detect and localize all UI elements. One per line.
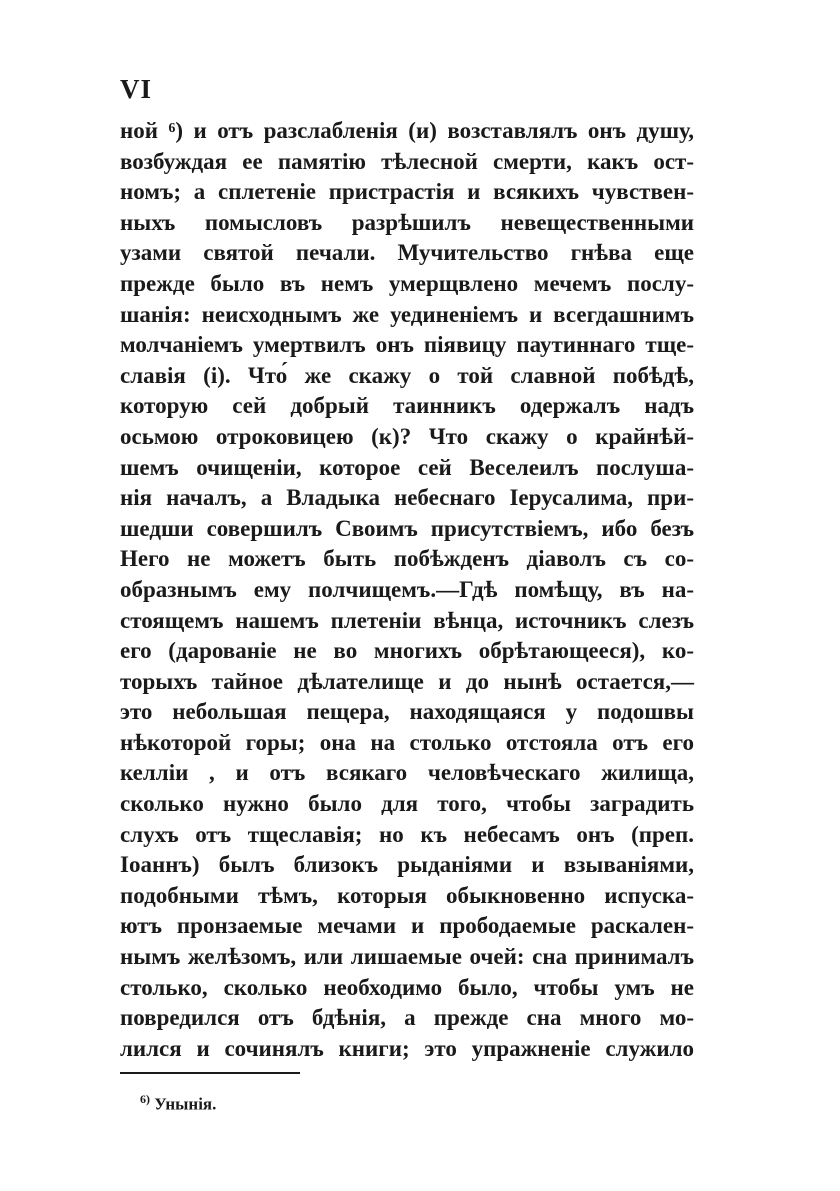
text-line: которую сей добрый таинникъ одержалъ надъ <box>120 393 694 419</box>
text-line: его (дарованіе не во многихъ обрѣтающееся), ко- <box>120 638 694 664</box>
text-line: келліи , и отъ всякаго человѣческаго жилища, <box>120 760 694 786</box>
text-line: это небольшая пещера, находящаяся у подошвы <box>120 699 694 725</box>
text-line: шанія: неисходнымъ же уединеніемъ и всегдашнимъ <box>120 301 694 327</box>
text-line: слухъ отъ тщеславія; но къ небесамъ онъ (преп. <box>120 821 694 847</box>
text-line: повредился отъ бдѣнія, а прежде сна много мо- <box>120 1005 694 1031</box>
text-line: ютъ пронзаемые мечами и прободаемые раскален- <box>120 913 694 939</box>
text-line: сколько нужно было для того, чтобы заградить <box>120 791 694 817</box>
footnote-text: Унынія. <box>154 1094 217 1114</box>
text-line: шедши совершилъ Своимъ присутствіемъ, ибо безъ <box>120 515 694 541</box>
text-line: славія (і). Что́ же скажу о той славной побѣдѣ, <box>120 362 694 388</box>
text-line: шемъ очищеніи, которое сей Веселеилъ послуша- <box>120 454 694 480</box>
text-line: лился и сочинялъ книги; это упражненіе служило <box>120 1035 694 1061</box>
text-line: стоящемъ нашемъ плетеніи вѣнца, источникъ слезъ <box>120 607 694 633</box>
text-line: столько, сколько необходимо было, чтобы умъ не <box>120 974 694 1000</box>
text-line: образнымъ ему полчищемъ.—Гдѣ помѣщу, въ на- <box>120 576 694 602</box>
text-line: нымъ желѣзомъ, или лишаемые очей: сна принималъ <box>120 944 694 970</box>
footnote-mark: 6) <box>140 1092 150 1106</box>
text-line: возбуждая ее памятію тѣлесной смерти, какъ ост- <box>120 148 694 174</box>
text-line: Іоаннъ) былъ близокъ рыданіями и взываніями, <box>120 852 694 878</box>
footnote-divider <box>120 1072 300 1074</box>
text-line: молчаніемъ умертвилъ онъ піявицу паутиннаго тще- <box>120 332 694 358</box>
text-line: торыхъ тайное дѣлателище и до нынѣ остается,— <box>120 668 694 694</box>
page-number: VI <box>120 74 153 104</box>
body-text <box>120 116 694 1064</box>
text-line: ной ⁶) и отъ разслабленія (и) возставлялъ онъ душу, <box>120 118 694 143</box>
text-line: ныхъ помысловъ разрѣшилъ невещественными <box>120 209 694 235</box>
text-line: Него не можетъ быть побѣжденъ діаволъ съ со- <box>120 546 694 572</box>
text-line: нія началъ, а Владыка небеснаго Іерусалима, при- <box>120 485 694 511</box>
text-line: прежде было въ немъ умерщвлено мечемъ послу- <box>120 270 694 296</box>
text-line: узами святой печали. Мучительство гнѣва еще <box>120 240 694 266</box>
text-line: номъ; а сплетеніе пристрастія и всякихъ чувствен- <box>120 179 694 205</box>
text-line: нѣкоторой горы; она на столько отстояла отъ его <box>120 729 694 755</box>
footnote <box>140 1092 216 1115</box>
text-line: подобными тѣмъ, которыя обыкновенно испуска- <box>120 882 694 908</box>
text-line: осьмою отроковицею (к)? Что скажу о крайнѣй- <box>120 423 694 449</box>
